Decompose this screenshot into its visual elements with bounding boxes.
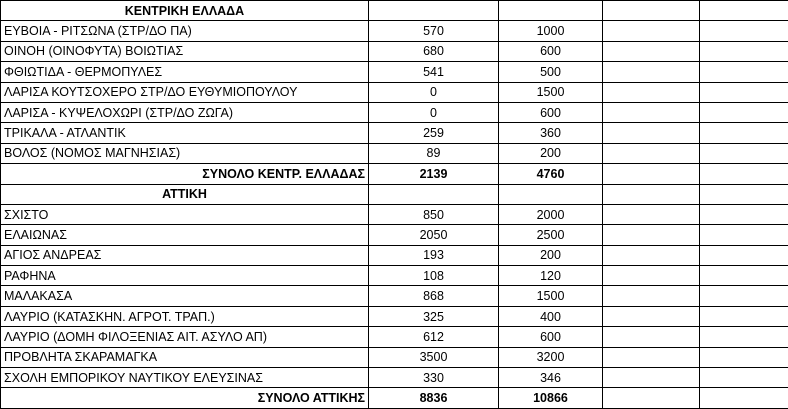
total-b-cell[interactable]: 10866	[499, 388, 603, 408]
value-a-cell[interactable]: 330	[369, 368, 499, 388]
location-cell[interactable]: ΒΟΛΟΣ (ΝΟΜΟΣ ΜΑΓΝΗΣΙΑΣ)	[1, 143, 369, 163]
value-a-cell[interactable]: 2050	[369, 225, 499, 245]
empty-cell[interactable]	[603, 1, 700, 21]
empty-cell[interactable]	[700, 164, 788, 184]
value-b-cell[interactable]: 1500	[499, 82, 603, 102]
value-a-cell[interactable]: 680	[369, 41, 499, 61]
empty-cell[interactable]	[603, 62, 700, 82]
section-header-row	[1, 184, 788, 204]
table-row	[1, 347, 788, 367]
empty-cell[interactable]	[603, 123, 700, 143]
empty-cell[interactable]	[603, 306, 700, 326]
value-b-cell[interactable]: 360	[499, 123, 603, 143]
location-cell[interactable]: ΛΑΥΡΙΟ (ΔΟΜΗ ΦΙΛΟΞΕΝΙΑΣ ΑΙΤ. ΑΣΥΛΟ ΑΠ)	[1, 327, 369, 347]
value-a-cell[interactable]: 108	[369, 266, 499, 286]
value-b-cell[interactable]: 600	[499, 102, 603, 122]
location-cell[interactable]: ΣΧΙΣΤΟ	[1, 204, 369, 224]
value-a-cell[interactable]: 0	[369, 82, 499, 102]
value-a-cell[interactable]: 193	[369, 245, 499, 265]
empty-cell[interactable]	[603, 204, 700, 224]
empty-cell[interactable]	[700, 102, 788, 122]
empty-cell[interactable]	[700, 41, 788, 61]
value-b-cell[interactable]: 200	[499, 143, 603, 163]
location-cell[interactable]: ΦΘΙΩΤΙΔΑ - ΘΕΡΜΟΠΥΛΕΣ	[1, 62, 369, 82]
location-cell[interactable]: ΛΑΡΙΣΑ - ΚΥΨΕΛΟΧΩΡΙ (ΣΤΡ/ΔΟ ΖΩΓΑ)	[1, 102, 369, 122]
empty-cell[interactable]	[603, 164, 700, 184]
empty-cell[interactable]	[369, 1, 499, 21]
empty-cell[interactable]	[603, 225, 700, 245]
empty-cell[interactable]	[700, 245, 788, 265]
value-a-cell[interactable]: 850	[369, 204, 499, 224]
empty-cell[interactable]	[700, 266, 788, 286]
value-b-cell[interactable]: 400	[499, 306, 603, 326]
table-row	[1, 286, 788, 306]
value-a-cell[interactable]: 570	[369, 21, 499, 41]
table-row	[1, 306, 788, 326]
location-cell[interactable]: ΤΡΙΚΑΛΑ - ΑΤΛΑΝΤΙΚ	[1, 123, 369, 143]
value-b-cell[interactable]: 3200	[499, 347, 603, 367]
total-label-cell[interactable]: ΣΥΝΟΛΟ ΚΕΝΤΡ. ΕΛΛΑΔΑΣ	[1, 164, 369, 184]
empty-cell[interactable]	[603, 102, 700, 122]
location-cell[interactable]: ΑΓΙΟΣ ΑΝΔΡΕΑΣ	[1, 245, 369, 265]
table-row	[1, 143, 788, 163]
location-cell[interactable]: ΕΥΒΟΙΑ - ΡΙΤΣΩΝΑ (ΣΤΡ/ΔΟ ΠΑ)	[1, 21, 369, 41]
table-row	[1, 327, 788, 347]
value-a-cell[interactable]: 612	[369, 327, 499, 347]
empty-cell[interactable]	[603, 245, 700, 265]
value-b-cell[interactable]: 346	[499, 368, 603, 388]
value-b-cell[interactable]: 600	[499, 327, 603, 347]
table-row	[1, 266, 788, 286]
empty-cell[interactable]	[603, 41, 700, 61]
table-row	[1, 225, 788, 245]
total-b-cell[interactable]: 4760	[499, 164, 603, 184]
empty-cell[interactable]	[603, 184, 700, 204]
empty-cell[interactable]	[603, 327, 700, 347]
value-a-cell[interactable]: 89	[369, 143, 499, 163]
empty-cell[interactable]	[700, 347, 788, 367]
empty-cell[interactable]	[700, 143, 788, 163]
value-b-cell[interactable]: 2500	[499, 225, 603, 245]
empty-cell[interactable]	[369, 184, 499, 204]
table-row	[1, 123, 788, 143]
section-header-row	[1, 1, 788, 21]
table-row	[1, 62, 788, 82]
table-row	[1, 204, 788, 224]
empty-cell[interactable]	[603, 21, 700, 41]
total-label-cell[interactable]: ΣΥΝΟΛΟ ΑΤΤΙΚΗΣ	[1, 388, 369, 408]
empty-cell[interactable]	[700, 184, 788, 204]
empty-cell[interactable]	[700, 62, 788, 82]
empty-cell[interactable]	[603, 286, 700, 306]
value-a-cell[interactable]: 868	[369, 286, 499, 306]
total-a-cell[interactable]: 2139	[369, 164, 499, 184]
location-cell[interactable]: ΕΛΑΙΩΝΑΣ	[1, 225, 369, 245]
location-cell[interactable]: ΣΧΟΛΗ ΕΜΠΟΡΙΚΟΥ ΝΑΥΤΙΚΟΥ ΕΛΕΥΣΙΝΑΣ	[1, 368, 369, 388]
empty-cell[interactable]	[603, 368, 700, 388]
empty-cell[interactable]	[700, 368, 788, 388]
value-b-cell[interactable]: 1500	[499, 286, 603, 306]
empty-cell[interactable]	[603, 388, 700, 408]
table-row	[1, 21, 788, 41]
location-cell[interactable]: ΡΑΦΗΝΑ	[1, 266, 369, 286]
empty-cell[interactable]	[700, 1, 788, 21]
value-a-cell[interactable]: 325	[369, 306, 499, 326]
location-cell[interactable]: ΛΑΡΙΣΑ ΚΟΥΤΣΟΧΕΡΟ ΣΤΡ/ΔΟ ΕΥΘΥΜΙΟΠΟΥΛΟΥ	[1, 82, 369, 102]
value-a-cell[interactable]: 541	[369, 62, 499, 82]
table-row	[1, 41, 788, 61]
value-b-cell[interactable]: 120	[499, 266, 603, 286]
location-cell[interactable]: ΜΑΛΑΚΑΣΑ	[1, 286, 369, 306]
empty-cell[interactable]	[603, 347, 700, 367]
table-row	[1, 245, 788, 265]
total-row	[1, 388, 788, 408]
spreadsheet-body	[1, 1, 788, 409]
section-header-cell[interactable]: ΚΕΝΤΡΙΚΗ ΕΛΛΑΔΑ	[1, 1, 369, 21]
location-cell[interactable]: ΛΑΥΡΙΟ (ΚΑΤΑΣΚΗΝ. ΑΓΡΟΤ. ΤΡΑΠ.)	[1, 306, 369, 326]
value-b-cell[interactable]: 200	[499, 245, 603, 265]
empty-cell[interactable]	[700, 204, 788, 224]
empty-cell[interactable]	[499, 184, 603, 204]
table-row	[1, 368, 788, 388]
empty-cell[interactable]	[603, 143, 700, 163]
empty-cell[interactable]	[700, 82, 788, 102]
empty-cell[interactable]	[700, 123, 788, 143]
value-a-cell[interactable]: 259	[369, 123, 499, 143]
table-row	[1, 82, 788, 102]
empty-cell[interactable]	[603, 82, 700, 102]
value-b-cell[interactable]: 2000	[499, 204, 603, 224]
empty-cell[interactable]	[700, 286, 788, 306]
empty-cell[interactable]	[603, 266, 700, 286]
location-cell[interactable]: ΠΡΟΒΛΗΤΑ ΣΚΑΡΑΜΑΓΚΑ	[1, 347, 369, 367]
empty-cell[interactable]	[700, 327, 788, 347]
value-b-cell[interactable]: 1000	[499, 21, 603, 41]
empty-cell[interactable]	[700, 21, 788, 41]
empty-cell[interactable]	[700, 306, 788, 326]
empty-cell[interactable]	[499, 1, 603, 21]
table-row	[1, 102, 788, 122]
total-row	[1, 164, 788, 184]
value-a-cell[interactable]: 3500	[369, 347, 499, 367]
location-cell[interactable]: ΟΙΝΟΗ (ΟΙΝΟΦΥΤΑ) ΒΟΙΩΤΙΑΣ	[1, 41, 369, 61]
value-b-cell[interactable]: 500	[499, 62, 603, 82]
empty-cell[interactable]	[700, 388, 788, 408]
section-header-cell[interactable]: ΑΤΤΙΚΗ	[1, 184, 369, 204]
empty-cell[interactable]	[700, 225, 788, 245]
value-a-cell[interactable]: 0	[369, 102, 499, 122]
value-b-cell[interactable]: 600	[499, 41, 603, 61]
total-a-cell[interactable]: 8836	[369, 388, 499, 408]
